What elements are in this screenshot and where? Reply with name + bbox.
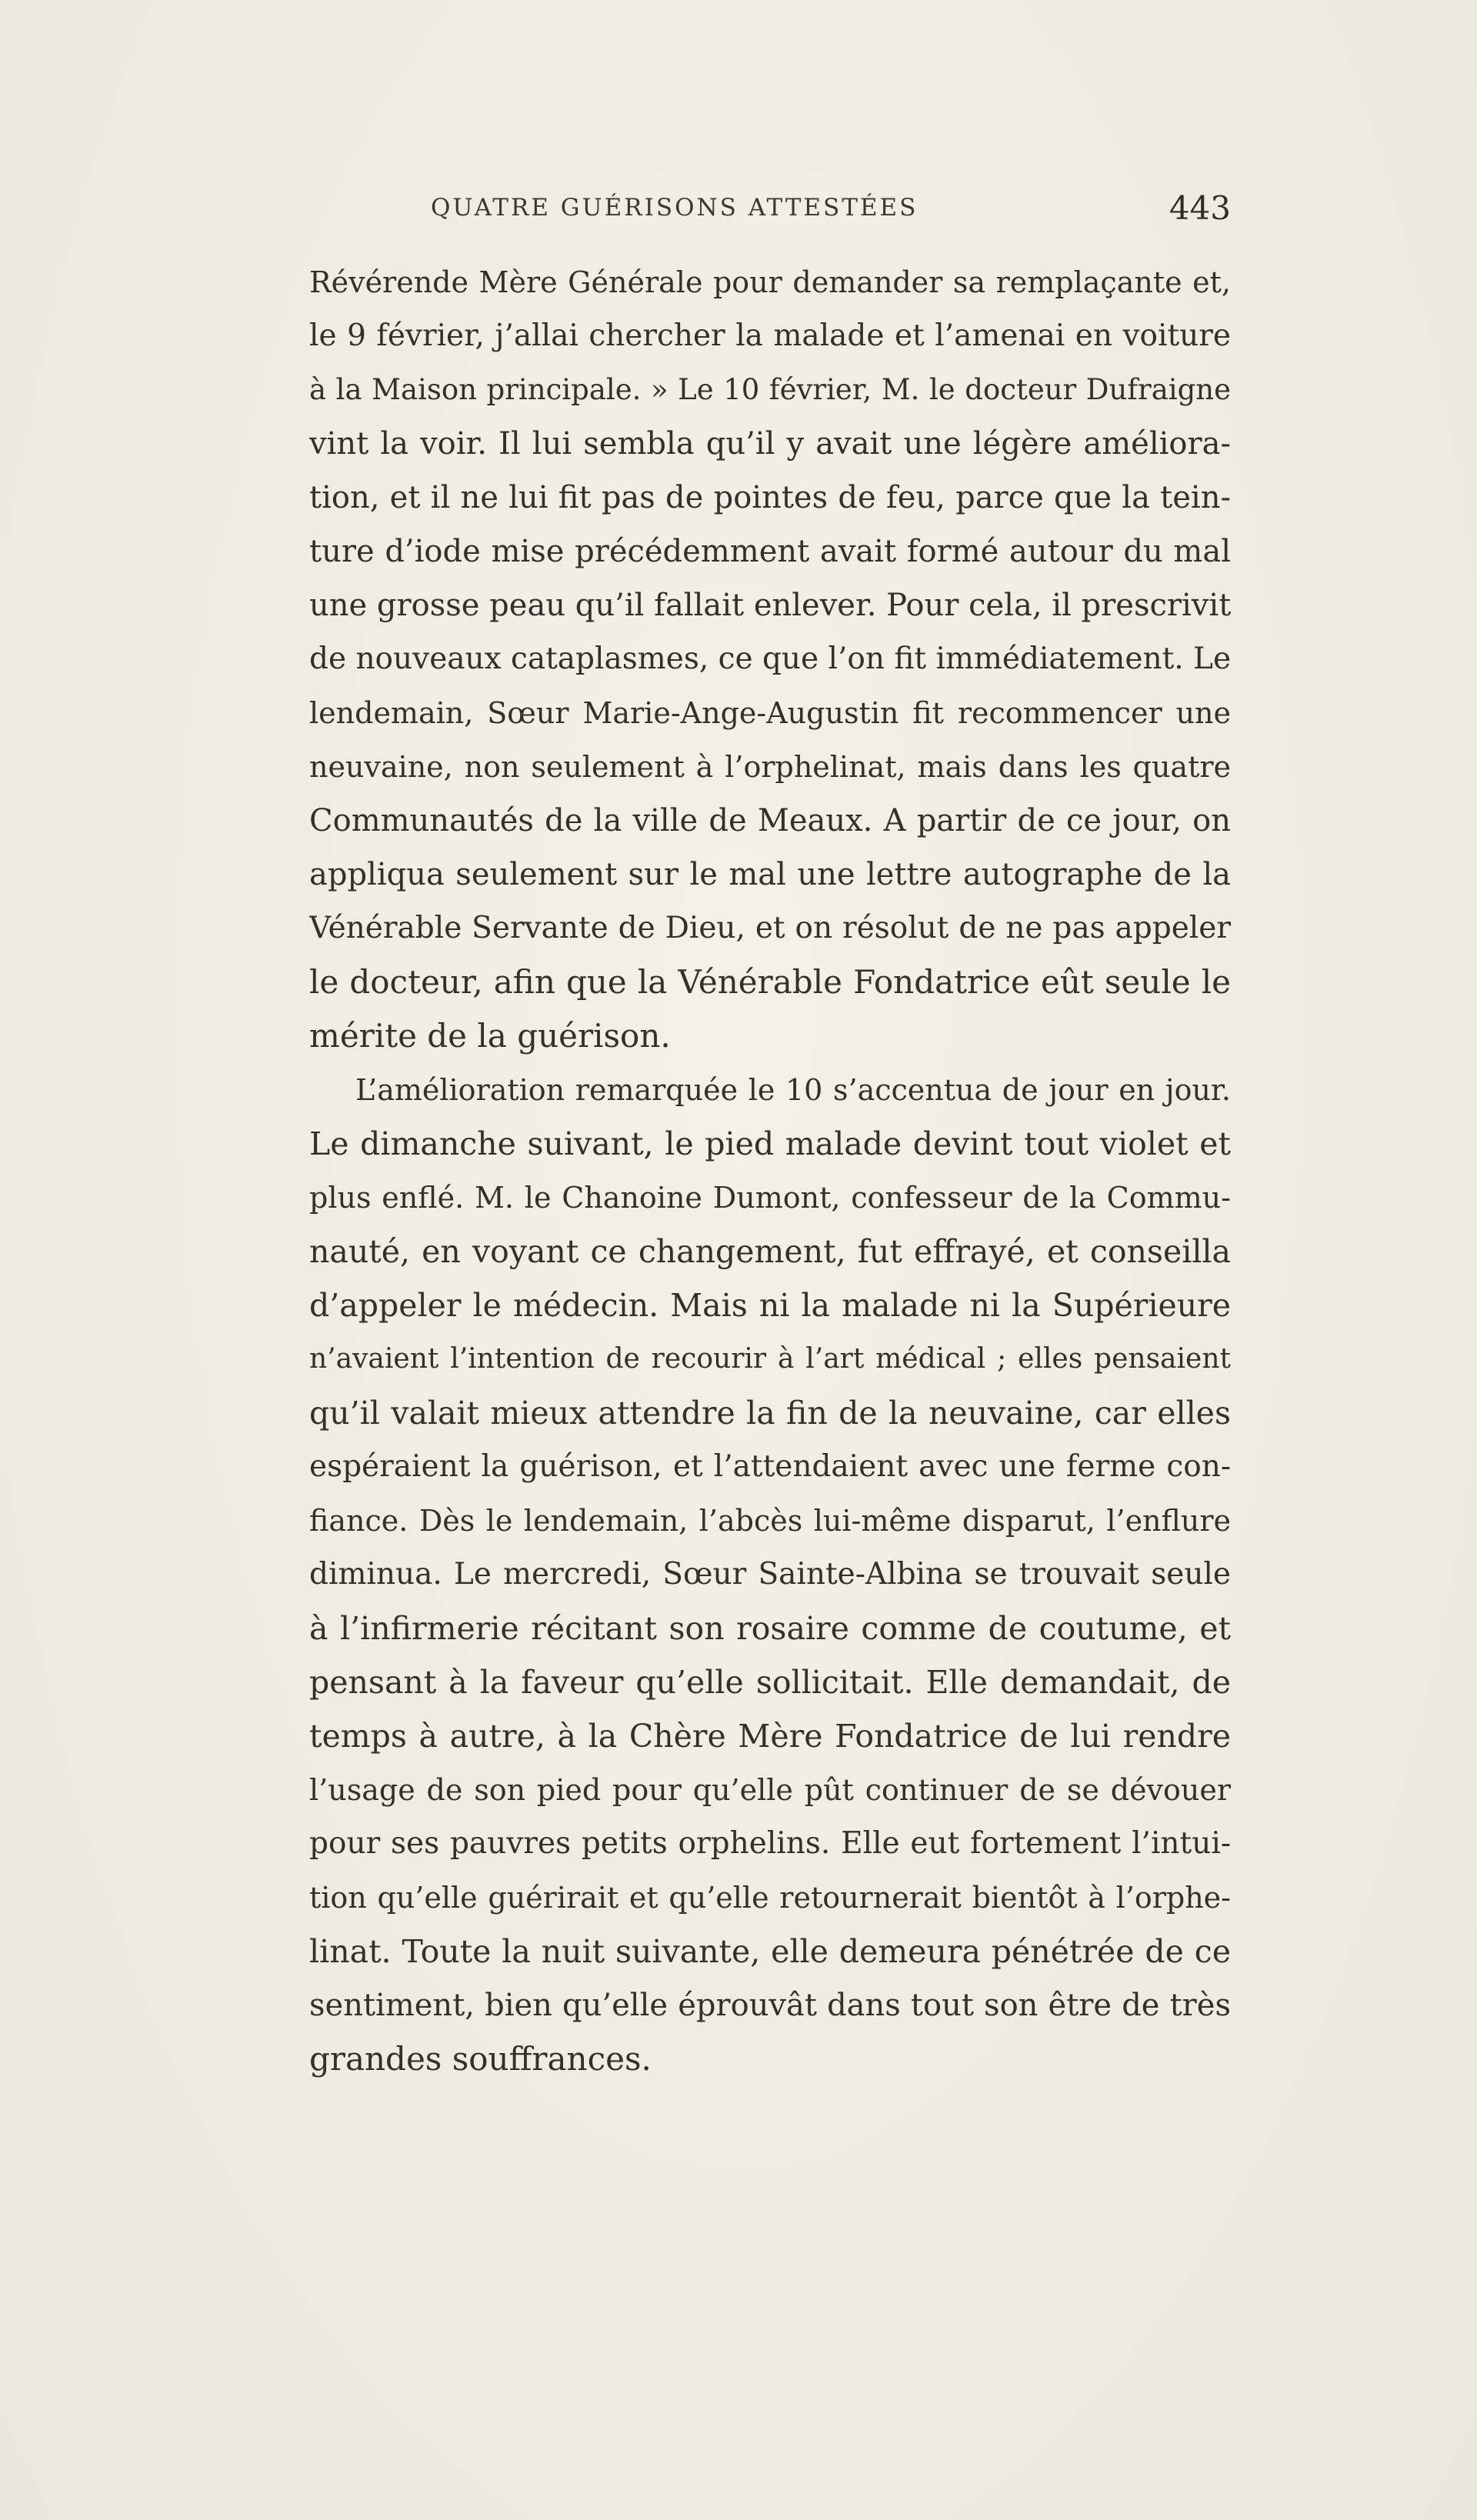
text-line: vint la voir. Il lui sembla qu’il y avait une légère améliora- — [309, 426, 1231, 462]
text-line: linat. Toute la nuit suivante, elle demeura pénétrée de ce — [309, 1933, 1231, 1970]
text-line: à la Maison principale. » Le 10 février, M. le docteur Dufraigne — [309, 373, 1231, 406]
paragraph-end-line: grandes souffrances. — [309, 2040, 652, 2078]
text-line: sentiment, bien qu’elle éprouvât dans tout son être de très — [309, 1988, 1231, 2023]
text-line: appliqua seulement sur le mal une lettre autographe de la — [309, 857, 1231, 892]
text-line: pour ses pauvres petits orphelins. Elle eut fortement l’intui- — [309, 1826, 1231, 1861]
text-line: nauté, en voyant ce changement, fut effrayé, et conseilla — [309, 1233, 1231, 1270]
text-line: pensant à la faveur qu’elle sollicitait. Elle demandait, de — [309, 1664, 1231, 1701]
text-line: neuvaine, non seulement à l’orphelinat, mais dans les quatre — [309, 750, 1231, 784]
text-line: n’avaient l’intention de recourir à l’art médical ; elles pensaient — [309, 1343, 1231, 1375]
text-line: le docteur, afin que la Vénérable Fondatrice eût seule le — [309, 963, 1231, 1001]
text-line: d’appeler le médecin. Mais ni la malade ni la Supérieure — [309, 1287, 1231, 1324]
text-line: à l’infirmerie récitant son rosaire comme de coutume, et — [309, 1610, 1231, 1647]
text-line: Le dimanche suivant, le pied malade devint tout violet et — [309, 1125, 1231, 1162]
text-line: le 9 février, j’allai chercher la malade et l’amenai en voiture — [309, 318, 1231, 353]
text-line: Vénérable Servante de Dieu, et on résolut de ne pas appeler — [309, 911, 1231, 945]
running-head: QUATRE GUÉRISONS ATTESTÉES — [431, 194, 919, 222]
text-line: lendemain, Sœur Marie-Ange-Augustin fit recommencer une — [309, 696, 1231, 730]
text-line: espéraient la guérison, et l’attendaient avec une ferme con- — [309, 1449, 1231, 1484]
text-line: Révérende Mère Générale pour demander sa remplaçante et, — [309, 265, 1231, 299]
text-line: une grosse peau qu’il fallait enlever. Pour cela, il prescrivit — [309, 588, 1231, 623]
page-number: 443 — [1169, 189, 1231, 227]
text-line: qu’il valait mieux attendre la fin de la neuvaine, car elles — [309, 1395, 1231, 1432]
body-text — [309, 255, 1231, 2086]
paragraph-start-line: L’amélioration remarquée le 10 s’accentua de jour en jour. — [355, 1073, 1231, 1107]
text-line: l’usage de son pied pour qu’elle pût continuer de se dévouer — [309, 1773, 1231, 1807]
paragraph-end-line: mérite de la guérison. — [309, 1017, 671, 1055]
text-line: Communautés de la ville de Meaux. A partir de ce jour, on — [309, 803, 1231, 838]
text-line: plus enflé. M. le Chanoine Dumont, confesseur de la Commu- — [309, 1181, 1231, 1215]
page-header — [431, 189, 1231, 231]
text-line: temps à autre, à la Chère Mère Fondatrice de lui rendre — [309, 1718, 1231, 1755]
text-line: fiance. Dès le lendemain, l’abcès lui-même disparut, l’enflure — [309, 1504, 1231, 1538]
text-line: tion qu’elle guérirait et qu’elle retournerait bientôt à l’orphe- — [309, 1881, 1231, 1915]
text-line: tion, et il ne lui fit pas de pointes de feu, parce que la tein- — [309, 480, 1231, 515]
text-line: diminua. Le mercredi, Sœur Sainte-Albina se trouvait seule — [309, 1557, 1231, 1592]
text-line: ture d’iode mise précédemment avait formé autour du mal — [309, 534, 1231, 569]
text-line: de nouveaux cataplasmes, ce que l’on fit immédiatement. Le — [309, 642, 1231, 676]
